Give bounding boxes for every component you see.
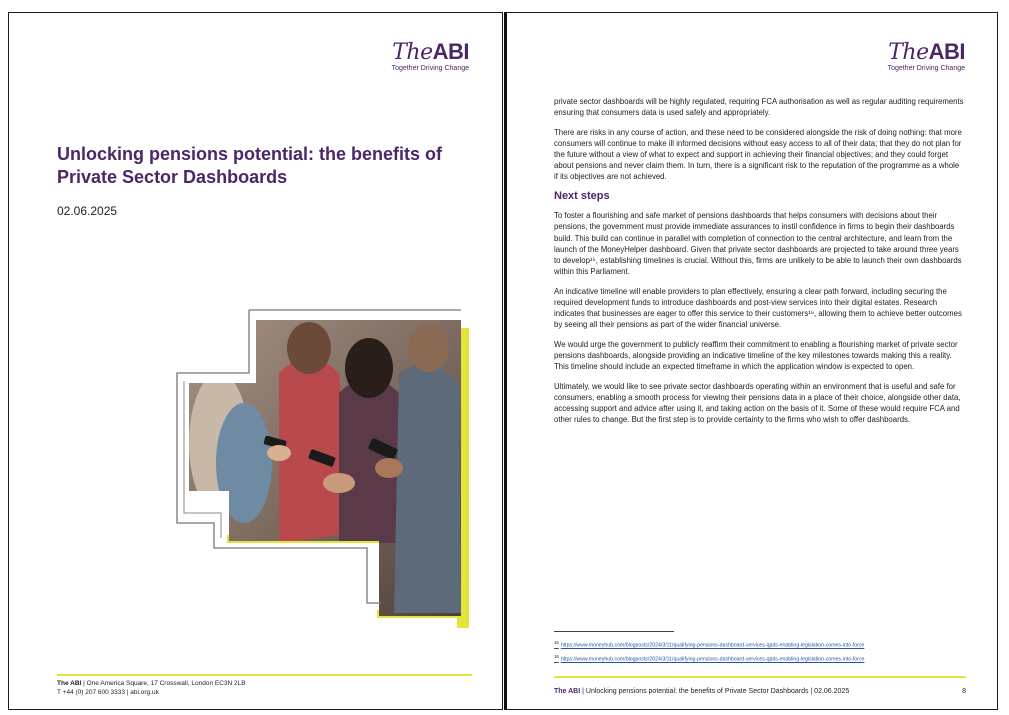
section-heading: Next steps <box>554 190 610 203</box>
footnote-link[interactable]: $^{15}$https://www.moneyhub.com/blogposts/2024/3/11/qualifying-pensions-dashboard-services-qpds-enabling-legislation-comes-into-force <box>554 640 865 649</box>
paragraph: private sector dashboards will be highly regulated, requiring FCA authorisation as well as regular auditing requirements ensuring that consumers data is used safely and appropriately. <box>554 97 964 118</box>
paragraph: There are risks in any course of action, and these need to be considered alongside the risk of doing nothing: that more consumers will continue to make ill informed decisions without easy access to all of their data; that they do not plan for the future without a view of what to expect and support in achieving their financial objectives; and they could forget about pensions and never claim them. In turn, there is a significant risk to the reputation of the programme as a whole if its objectives are not achieved. <box>554 127 962 182</box>
cover-footer: The ABI | One America Square, 17 Crosswall, London EC3N 2LB T +44 (0) 207 600 3333 | abi.org.uk <box>57 680 246 696</box>
body-text <box>554 96 964 434</box>
footnote-rule <box>554 631 674 632</box>
document-title: Unlocking pensions potential: the benefits of Private Sector Dashboards <box>57 144 443 187</box>
document-date: 02.06.2025 <box>57 204 118 218</box>
paragraph: We would urge the government to publicly reaffirm their commitment to enabling a flourishing market of private sector pensions dashboards, alongside providing an indicative timeline of the key milestones towards making this a reality. This timeline should include an expected timeframe in which the application window is expected to open. <box>554 339 958 372</box>
footer-rule <box>554 676 966 678</box>
paragraph: An indicative timeline will enable providers to plan effectively, ensuring a clear path forward, including securing the required development funds to introduce dashboards and post-view services into their digital estates. Research indicates that businesses are eager to offer this service to their customers¹⁶, allowing them to achieve better outcomes by seeing all their pensions as part of the wider financial universe. <box>554 286 962 329</box>
page-footer: The ABI | Unlocking pensions potential: the benefits of Private Sector Dashboards | 02.06.2025 8 <box>554 688 966 695</box>
footnote-link[interactable]: $^{16}$https://www.moneyhub.com/blogposts/2024/3/11/qualifying-pensions-dashboard-services-qpds-enabling-legislation-comes-into-force <box>554 654 865 663</box>
paragraph: Ultimately, we would like to see private sector dashboards operating within an environment that is useful and safe for consumers, enabling a smooth process for viewing their pensions data in a place of their choice, alongside other data, accessing support and advice after using it, and taking action on the basis of it. Some of these would require FCA and other rules to change. But the first step is to provide certainty to the firms who wish to offer dashboards. <box>554 381 961 425</box>
abi-logo: TheABI Together Driving Change <box>369 41 469 72</box>
page-number: 8 <box>962 688 966 695</box>
cover-photo-collage <box>9 13 503 710</box>
content-page <box>504 12 998 710</box>
footer-rule <box>57 674 472 676</box>
abi-logo: TheABI Together Driving Change <box>865 41 965 72</box>
paragraph: To foster a flourishing and safe market of pensions dashboards that helps consumers with decisions about their pensions, the government must provide immediate assurances to instil confidence in firms to begin their dashboards build. This build can continue in parallel with completion of connection to the central architecture, and learn from the launch of the MoneyHelper dashboard. Given that private sector dashboards are projected to take around three years to develop¹⁵, establishing timelines is crucial. Without this, firms are unlikely to be able to launch their own dashboards within this Parliament. <box>554 211 962 276</box>
logo-tagline: Together Driving Change <box>391 65 469 72</box>
cover-page <box>8 12 503 710</box>
logo-tagline: Together Driving Change <box>887 65 965 72</box>
